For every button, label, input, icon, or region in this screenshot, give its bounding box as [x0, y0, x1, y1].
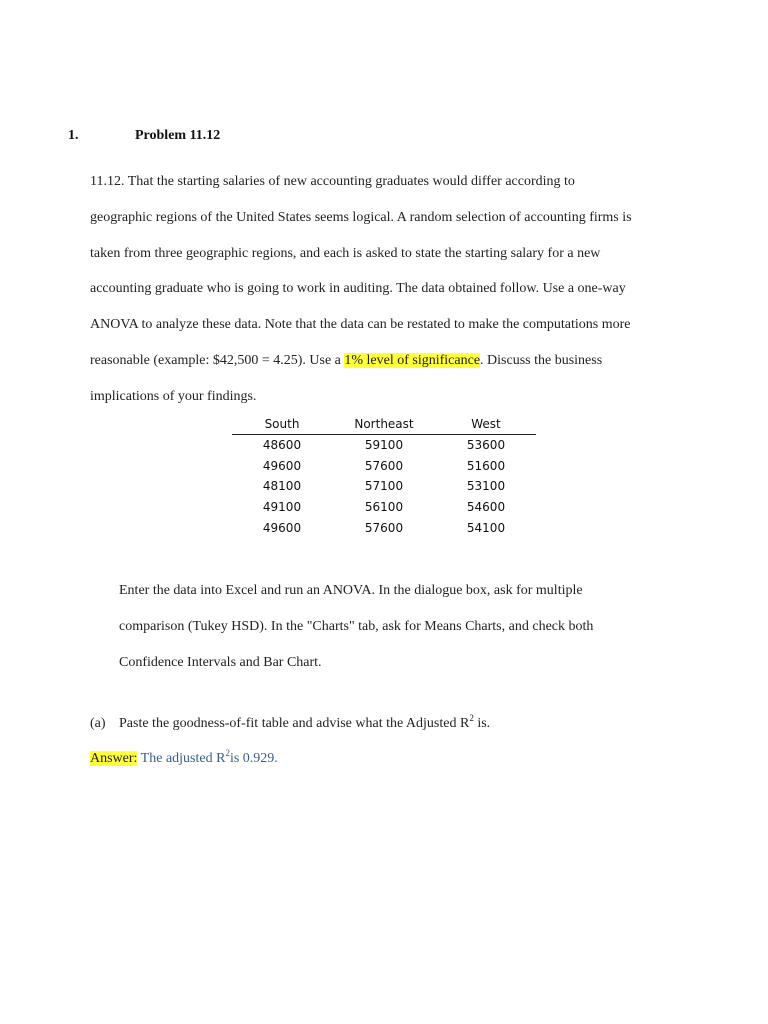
salary-data-table — [232, 414, 536, 538]
instruction-line: Enter the data into Excel and run an ANOVA. In the dialogue box, ask for multiple — [119, 583, 583, 598]
table-cell: 53600 — [466, 438, 506, 453]
table-cell: 48600 — [262, 438, 302, 453]
problem-title: Problem 11.12 — [135, 128, 221, 143]
problem-line: implications of your findings. — [90, 388, 257, 404]
table-cell: 57600 — [364, 520, 404, 535]
problem-line: 11.12. That the starting salaries of new accounting graduates would differ according to — [90, 174, 575, 189]
question-a — [90, 713, 491, 732]
problem-line: geographic regions of the United States seems logical. A random selection of accounting firms is — [90, 209, 632, 225]
column-header-northeast: Northeast — [332, 414, 436, 435]
answer-label: Answer: — [90, 751, 138, 766]
problem-line: accounting graduate who is going to work in auditing. The data obtained follow. Use a one-way — [90, 281, 626, 297]
instruction-line: Confidence Intervals and Bar Chart. — [119, 654, 322, 670]
table-cell: 54100 — [466, 520, 506, 535]
table-cell: 57600 — [364, 458, 404, 473]
significance-prefix: reasonable (example: $42,500 = 4.25). Use a — [90, 352, 345, 368]
table-cell: 49600 — [262, 520, 302, 535]
table-row — [232, 517, 536, 538]
excel-instructions — [119, 573, 719, 680]
problem-line: ANOVA to analyze these data. Note that the data can be restated to make the computations more — [90, 317, 631, 333]
problem-line: taken from three geographic regions, and each is asked to state the starting salary for a new — [90, 245, 601, 261]
significance-suffix: . Discuss the business — [480, 352, 603, 368]
question-superscript: 2 — [469, 713, 474, 723]
problem-line-significance — [90, 343, 690, 379]
answer-superscript: 2 — [225, 748, 230, 758]
table-cell: 59100 — [364, 438, 404, 453]
table-cell: 53100 — [466, 479, 506, 494]
column-header-south: South — [232, 414, 332, 435]
table-cell: 49100 — [262, 500, 302, 515]
column-header-west: West — [436, 414, 536, 435]
table-header-row — [232, 414, 536, 435]
question-text: Paste the goodness-of-fit table and advise what the Adjusted R — [119, 716, 470, 731]
instruction-line: comparison (Tukey HSD). In the "Charts" tab, ask for Means Charts, and check both — [119, 618, 594, 634]
problem-statement — [90, 164, 690, 415]
table-cell: 49600 — [262, 458, 302, 473]
answer-a — [90, 748, 278, 767]
question-text-end: is. — [473, 716, 491, 731]
significance-highlight: 1% level of significance — [344, 352, 481, 368]
answer-text: The adjusted R — [137, 751, 226, 766]
table-row — [232, 497, 536, 518]
table-row — [232, 435, 536, 456]
answer-text-end: is 0.929. — [229, 751, 278, 766]
table-cell: 56100 — [364, 500, 404, 515]
table-cell: 51600 — [466, 458, 506, 473]
table-cell: 48100 — [262, 479, 302, 494]
problem-number: 1. — [68, 128, 79, 143]
table-row — [232, 456, 536, 477]
table-row — [232, 476, 536, 497]
table-cell: 57100 — [364, 479, 404, 494]
question-label: (a) — [90, 716, 106, 731]
table-cell: 54600 — [466, 500, 506, 515]
